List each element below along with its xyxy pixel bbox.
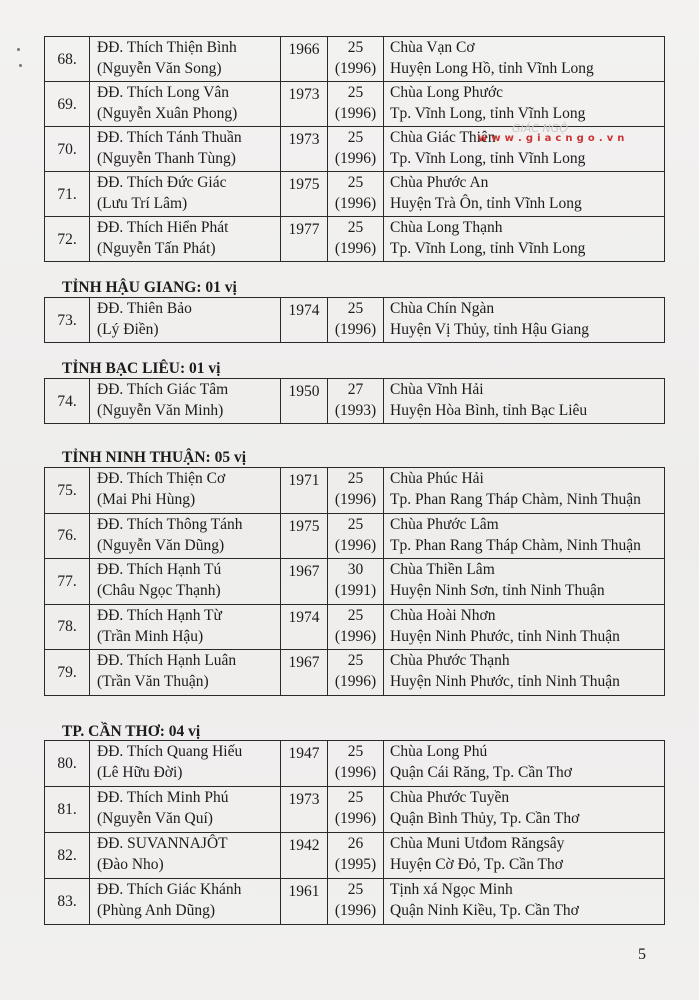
- ordination-cell: [328, 604, 384, 650]
- name-cell: [90, 559, 281, 605]
- birth-year: 1975: [288, 176, 320, 193]
- section-heading-ninh-thuan: TỈNH NINH THUẬN: 05 vị: [62, 449, 247, 466]
- vows-count: 25: [347, 300, 364, 317]
- temple-location: Huyện Ninh Sơn, tỉnh Ninh Thuận: [390, 582, 605, 599]
- temple-location: Huyện Cờ Đỏ, Tp. Cần Thơ: [390, 856, 563, 873]
- table-row: [45, 37, 665, 82]
- row-number: 73.: [57, 311, 77, 329]
- row-number-cell: [45, 37, 90, 82]
- table-row: [45, 298, 665, 343]
- name-cell: [90, 879, 281, 925]
- ordination-cell: [328, 172, 384, 217]
- birth-year-cell: [281, 650, 328, 696]
- row-number-cell: [45, 833, 90, 879]
- birth-year: 1942: [288, 837, 320, 854]
- ordination-cell: [328, 298, 384, 343]
- birth-year: 1977: [288, 221, 320, 238]
- ordination-cell: [328, 513, 384, 559]
- row-number-cell: [45, 82, 90, 127]
- lay-name: (Nguyễn Tấn Phát): [97, 240, 216, 257]
- vows-count: 30: [347, 561, 364, 578]
- ordination-cell: [328, 468, 384, 514]
- vows-count: 27: [347, 381, 364, 398]
- temple-cell: [384, 172, 665, 217]
- temple-location: Tp. Phan Rang Tháp Chàm, Ninh Thuận: [390, 491, 641, 508]
- birth-year-cell: [281, 172, 328, 217]
- row-number-cell: [45, 650, 90, 696]
- dharma-name: ĐĐ. Thích Giác Khánh: [97, 881, 242, 898]
- temple-name: Chùa Long Phước: [390, 84, 504, 101]
- vow-year: (1996): [334, 810, 377, 827]
- temple-cell: [384, 513, 665, 559]
- ordination-cell: [328, 217, 384, 262]
- vows-count: 25: [347, 129, 364, 146]
- dharma-name: ĐĐ. Thích Minh Phú: [97, 789, 229, 806]
- table-row: [45, 513, 665, 559]
- birth-year-cell: [281, 513, 328, 559]
- dharma-name: ĐĐ. Thích Thông Tánh: [97, 515, 243, 533]
- row-number-cell: [45, 127, 90, 172]
- vow-year: (1996): [334, 536, 377, 554]
- vows-count: 25: [347, 789, 364, 806]
- lay-name: (Nguyễn Văn Quí): [97, 810, 213, 827]
- temple-cell: [384, 217, 665, 262]
- temple-location: Quận Cái Răng, Tp. Cần Thơ: [390, 764, 572, 781]
- section-heading-can-tho: TP. CẦN THƠ: 04 vị: [62, 723, 201, 740]
- lay-name: (Nguyễn Văn Song): [97, 60, 222, 77]
- lay-name: (Trần Văn Thuận): [97, 673, 209, 690]
- birth-year: 1975: [288, 517, 320, 535]
- birth-year-cell: [281, 833, 328, 879]
- name-cell: [90, 127, 281, 172]
- name-cell: [90, 787, 281, 833]
- name-cell: [90, 217, 281, 262]
- row-number: 68.: [57, 50, 77, 68]
- temple-location: Huyện Trà Ôn, tỉnh Vĩnh Long: [390, 195, 582, 212]
- temple-name: Chùa Long Phú: [390, 743, 488, 760]
- vow-year: (1996): [334, 321, 377, 338]
- row-number: 80.: [57, 755, 77, 772]
- row-number-cell: [45, 741, 90, 787]
- birth-year: 1971: [288, 472, 320, 489]
- row-number: 70.: [57, 140, 77, 158]
- ordination-cell: [328, 559, 384, 605]
- birth-year-cell: [281, 82, 328, 127]
- row-number: 76.: [57, 527, 77, 545]
- table-row: [45, 879, 665, 925]
- row-number: 79.: [57, 663, 77, 681]
- dharma-name: ĐĐ. Thích Hiển Phát: [97, 219, 229, 236]
- temple-name: Chùa Phước An: [390, 174, 489, 191]
- birth-year: 1973: [288, 131, 320, 148]
- temple-location: Huyện Long Hồ, tỉnh Vĩnh Long: [390, 60, 594, 77]
- temple-cell: [384, 37, 665, 82]
- ordination-cell: [328, 37, 384, 82]
- lay-name: (Lý Điền): [97, 321, 159, 338]
- temple-location: Quận Ninh Kiều, Tp. Cần Thơ: [390, 902, 579, 919]
- name-cell: [90, 650, 281, 696]
- monk-table-ninh-thuan: [44, 467, 665, 696]
- temple-location: Tp. Vĩnh Long, tỉnh Vĩnh Long: [390, 240, 586, 257]
- row-number: 77.: [57, 572, 77, 590]
- row-number-cell: [45, 604, 90, 650]
- row-number: 78.: [57, 618, 77, 636]
- dharma-name: ĐĐ. SUVANNAJÔT: [97, 835, 228, 852]
- page-number: 5: [638, 946, 646, 963]
- ordination-cell: [328, 833, 384, 879]
- row-number-cell: [45, 879, 90, 925]
- dharma-name: ĐĐ. Thích Quang Hiếu: [97, 743, 243, 760]
- row-number: 82.: [57, 847, 77, 864]
- ordination-cell: [328, 650, 384, 696]
- vows-count: 25: [347, 174, 364, 191]
- temple-location: Huyện Ninh Phước, tỉnh Ninh Thuận: [390, 673, 620, 690]
- birth-year-cell: [281, 787, 328, 833]
- temple-name: Chùa Chín Ngàn: [390, 300, 495, 317]
- vows-count: 25: [347, 515, 364, 533]
- name-cell: [90, 604, 281, 650]
- section-heading-bac-lieu: TỈNH BẠC LIÊU: 01 vị: [62, 360, 221, 377]
- vows-count: 25: [347, 39, 364, 56]
- lay-name: (Đào Nho): [97, 856, 164, 873]
- lay-name: (Trần Minh Hậu): [97, 627, 204, 645]
- temple-name: Chùa Phước Lâm: [390, 515, 499, 533]
- birth-year-cell: [281, 127, 328, 172]
- vows-count: 25: [347, 84, 364, 101]
- monk-table-can-tho: [44, 740, 665, 925]
- table-row: [45, 559, 665, 605]
- monk-table-vinh-long: [44, 36, 665, 262]
- birth-year-cell: [281, 879, 328, 925]
- dharma-name: ĐĐ. Thích Hạnh Từ: [97, 606, 222, 624]
- birth-year: 1967: [288, 563, 320, 580]
- watermark-url: w w w . g i a c n g o . v n: [478, 133, 625, 144]
- section-heading-hau-giang: TỈNH HẬU GIANG: 01 vị: [62, 279, 237, 296]
- lay-name: (Phùng Anh Dũng): [97, 902, 215, 919]
- vows-count: 25: [347, 652, 364, 669]
- vows-count: 25: [347, 743, 364, 760]
- row-number-cell: [45, 787, 90, 833]
- birth-year: 1961: [288, 883, 320, 900]
- temple-location: Huyện Ninh Phước, tỉnh Ninh Thuận: [390, 627, 620, 645]
- table-row: [45, 172, 665, 217]
- name-cell: [90, 513, 281, 559]
- row-number: 83.: [57, 893, 77, 910]
- name-cell: [90, 298, 281, 343]
- lay-name: (Lưu Trí Lâm): [97, 195, 188, 212]
- temple-location: Huyện Hòa Bình, tỉnh Bạc Liêu: [390, 402, 588, 419]
- dharma-name: ĐĐ. Thích Hạnh Tú: [97, 561, 222, 578]
- birth-year: 1974: [288, 302, 320, 319]
- table-row: [45, 604, 665, 650]
- vow-year: (1995): [334, 856, 377, 873]
- dharma-name: ĐĐ. Thích Thiện Bình: [97, 39, 237, 56]
- temple-name: Tịnh xá Ngọc Minh: [390, 881, 513, 898]
- watermark-logo: GIÁC NGỘ: [512, 122, 568, 135]
- temple-name: Chùa Thiền Lâm: [390, 561, 495, 578]
- birth-year: 1967: [288, 654, 320, 671]
- vow-year: (1996): [334, 902, 377, 919]
- lay-name: (Nguyễn Văn Minh): [97, 402, 224, 419]
- birth-year: 1966: [288, 41, 320, 58]
- monk-table-hau-giang: [44, 297, 665, 343]
- temple-name: Chùa Phước Tuyền: [390, 789, 510, 806]
- table-row: [45, 787, 665, 833]
- temple-name: Chùa Phúc Hải: [390, 470, 484, 487]
- birth-year-cell: [281, 37, 328, 82]
- name-cell: [90, 172, 281, 217]
- temple-cell: [384, 879, 665, 925]
- temple-cell: [384, 650, 665, 696]
- ordination-cell: [328, 787, 384, 833]
- birth-year-cell: [281, 741, 328, 787]
- row-number-cell: [45, 217, 90, 262]
- lay-name: (Lê Hữu Đời): [97, 764, 183, 781]
- temple-name: Chùa Long Thạnh: [390, 219, 503, 236]
- vow-year: (1996): [334, 240, 377, 257]
- margin-mark: [19, 64, 22, 67]
- lay-name: (Châu Ngọc Thạnh): [97, 582, 221, 599]
- ordination-cell: [328, 82, 384, 127]
- row-number-cell: [45, 559, 90, 605]
- monk-table-bac-lieu: [44, 378, 665, 424]
- temple-name: Chùa Muni Utđom Răngsây: [390, 835, 565, 852]
- vow-year: (1996): [334, 150, 377, 167]
- row-number-cell: [45, 172, 90, 217]
- vow-year: (1996): [334, 627, 377, 645]
- vow-year: (1996): [334, 764, 377, 781]
- temple-cell: [384, 604, 665, 650]
- row-number-cell: [45, 513, 90, 559]
- temple-cell: [384, 741, 665, 787]
- birth-year: 1974: [288, 608, 320, 626]
- table-row: [45, 650, 665, 696]
- temple-cell: [384, 379, 665, 424]
- lay-name: (Mai Phi Hùng): [97, 491, 196, 508]
- ordination-cell: [328, 379, 384, 424]
- table-row: [45, 741, 665, 787]
- temple-name: Chùa Giác Thiên: [390, 129, 496, 146]
- vows-count: 25: [347, 219, 364, 236]
- temple-location: Huyện Vị Thủy, tỉnh Hậu Giang: [390, 321, 590, 338]
- row-number-cell: [45, 298, 90, 343]
- birth-year-cell: [281, 217, 328, 262]
- temple-location: Tp. Phan Rang Tháp Chàm, Ninh Thuận: [390, 536, 641, 554]
- temple-cell: [384, 787, 665, 833]
- row-number: 72.: [57, 230, 77, 248]
- dharma-name: ĐĐ. Thích Long Vân: [97, 84, 230, 101]
- birth-year-cell: [281, 559, 328, 605]
- birth-year: 1973: [288, 791, 320, 808]
- lay-name: (Nguyễn Xuân Phong): [97, 105, 238, 122]
- temple-name: Chùa Vĩnh Hải: [390, 381, 484, 398]
- name-cell: [90, 741, 281, 787]
- vows-count: 25: [347, 606, 364, 624]
- temple-cell: [384, 82, 665, 127]
- vow-year: (1991): [334, 582, 377, 599]
- ordination-cell: [328, 127, 384, 172]
- temple-cell: [384, 559, 665, 605]
- vow-year: (1996): [334, 673, 377, 690]
- vow-year: (1996): [334, 60, 377, 77]
- dharma-name: ĐĐ. Thích Đức Giác: [97, 174, 227, 191]
- row-number: 71.: [57, 185, 77, 203]
- temple-name: Chùa Phước Thạnh: [390, 652, 510, 669]
- name-cell: [90, 37, 281, 82]
- row-number: 69.: [57, 95, 77, 113]
- birth-year-cell: [281, 604, 328, 650]
- temple-location: Quận Bình Thủy, Tp. Cần Thơ: [390, 810, 580, 827]
- temple-name: Chùa Hoài Nhơn: [390, 606, 496, 624]
- ordination-cell: [328, 741, 384, 787]
- row-number: 81.: [57, 801, 77, 818]
- row-number-cell: [45, 468, 90, 514]
- birth-year-cell: [281, 468, 328, 514]
- dharma-name: ĐĐ. Thích Giác Tâm: [97, 381, 229, 398]
- vow-year: (1996): [334, 195, 377, 212]
- dharma-name: ĐĐ. Thích Tánh Thuần: [97, 129, 242, 146]
- lay-name: (Nguyễn Văn Dũng): [97, 536, 225, 554]
- birth-year-cell: [281, 379, 328, 424]
- dharma-name: ĐĐ. Thích Thiện Cơ: [97, 470, 226, 487]
- vows-count: 26: [347, 835, 364, 852]
- dharma-name: ĐĐ. Thích Hạnh Luân: [97, 652, 237, 669]
- temple-location: Tp. Vĩnh Long, tỉnh Vĩnh Long: [390, 150, 586, 167]
- vow-year: (1996): [334, 105, 377, 122]
- birth-year: 1973: [288, 86, 320, 103]
- birth-year: 1950: [288, 383, 320, 400]
- row-number-cell: [45, 379, 90, 424]
- dharma-name: ĐĐ. Thiên Bảo: [97, 300, 192, 317]
- temple-cell: [384, 298, 665, 343]
- vows-count: 25: [347, 470, 364, 487]
- lay-name: (Nguyễn Thanh Tùng): [97, 150, 236, 167]
- row-number: 75.: [57, 481, 77, 499]
- ordination-cell: [328, 879, 384, 925]
- row-number: 74.: [57, 392, 77, 410]
- name-cell: [90, 833, 281, 879]
- name-cell: [90, 82, 281, 127]
- temple-cell: [384, 833, 665, 879]
- table-row: [45, 379, 665, 424]
- table-row: [45, 217, 665, 262]
- table-row: [45, 82, 665, 127]
- margin-mark: [17, 48, 20, 51]
- name-cell: [90, 379, 281, 424]
- table-row: [45, 833, 665, 879]
- name-cell: [90, 468, 281, 514]
- temple-location: Tp. Vĩnh Long, tỉnh Vĩnh Long: [390, 105, 586, 122]
- birth-year: 1947: [288, 745, 320, 762]
- table-row: [45, 468, 665, 514]
- vow-year: (1993): [334, 402, 377, 419]
- birth-year-cell: [281, 298, 328, 343]
- temple-name: Chùa Vạn Cơ: [390, 39, 475, 56]
- temple-cell: [384, 468, 665, 514]
- vows-count: 25: [347, 881, 364, 898]
- vow-year: (1996): [334, 491, 377, 508]
